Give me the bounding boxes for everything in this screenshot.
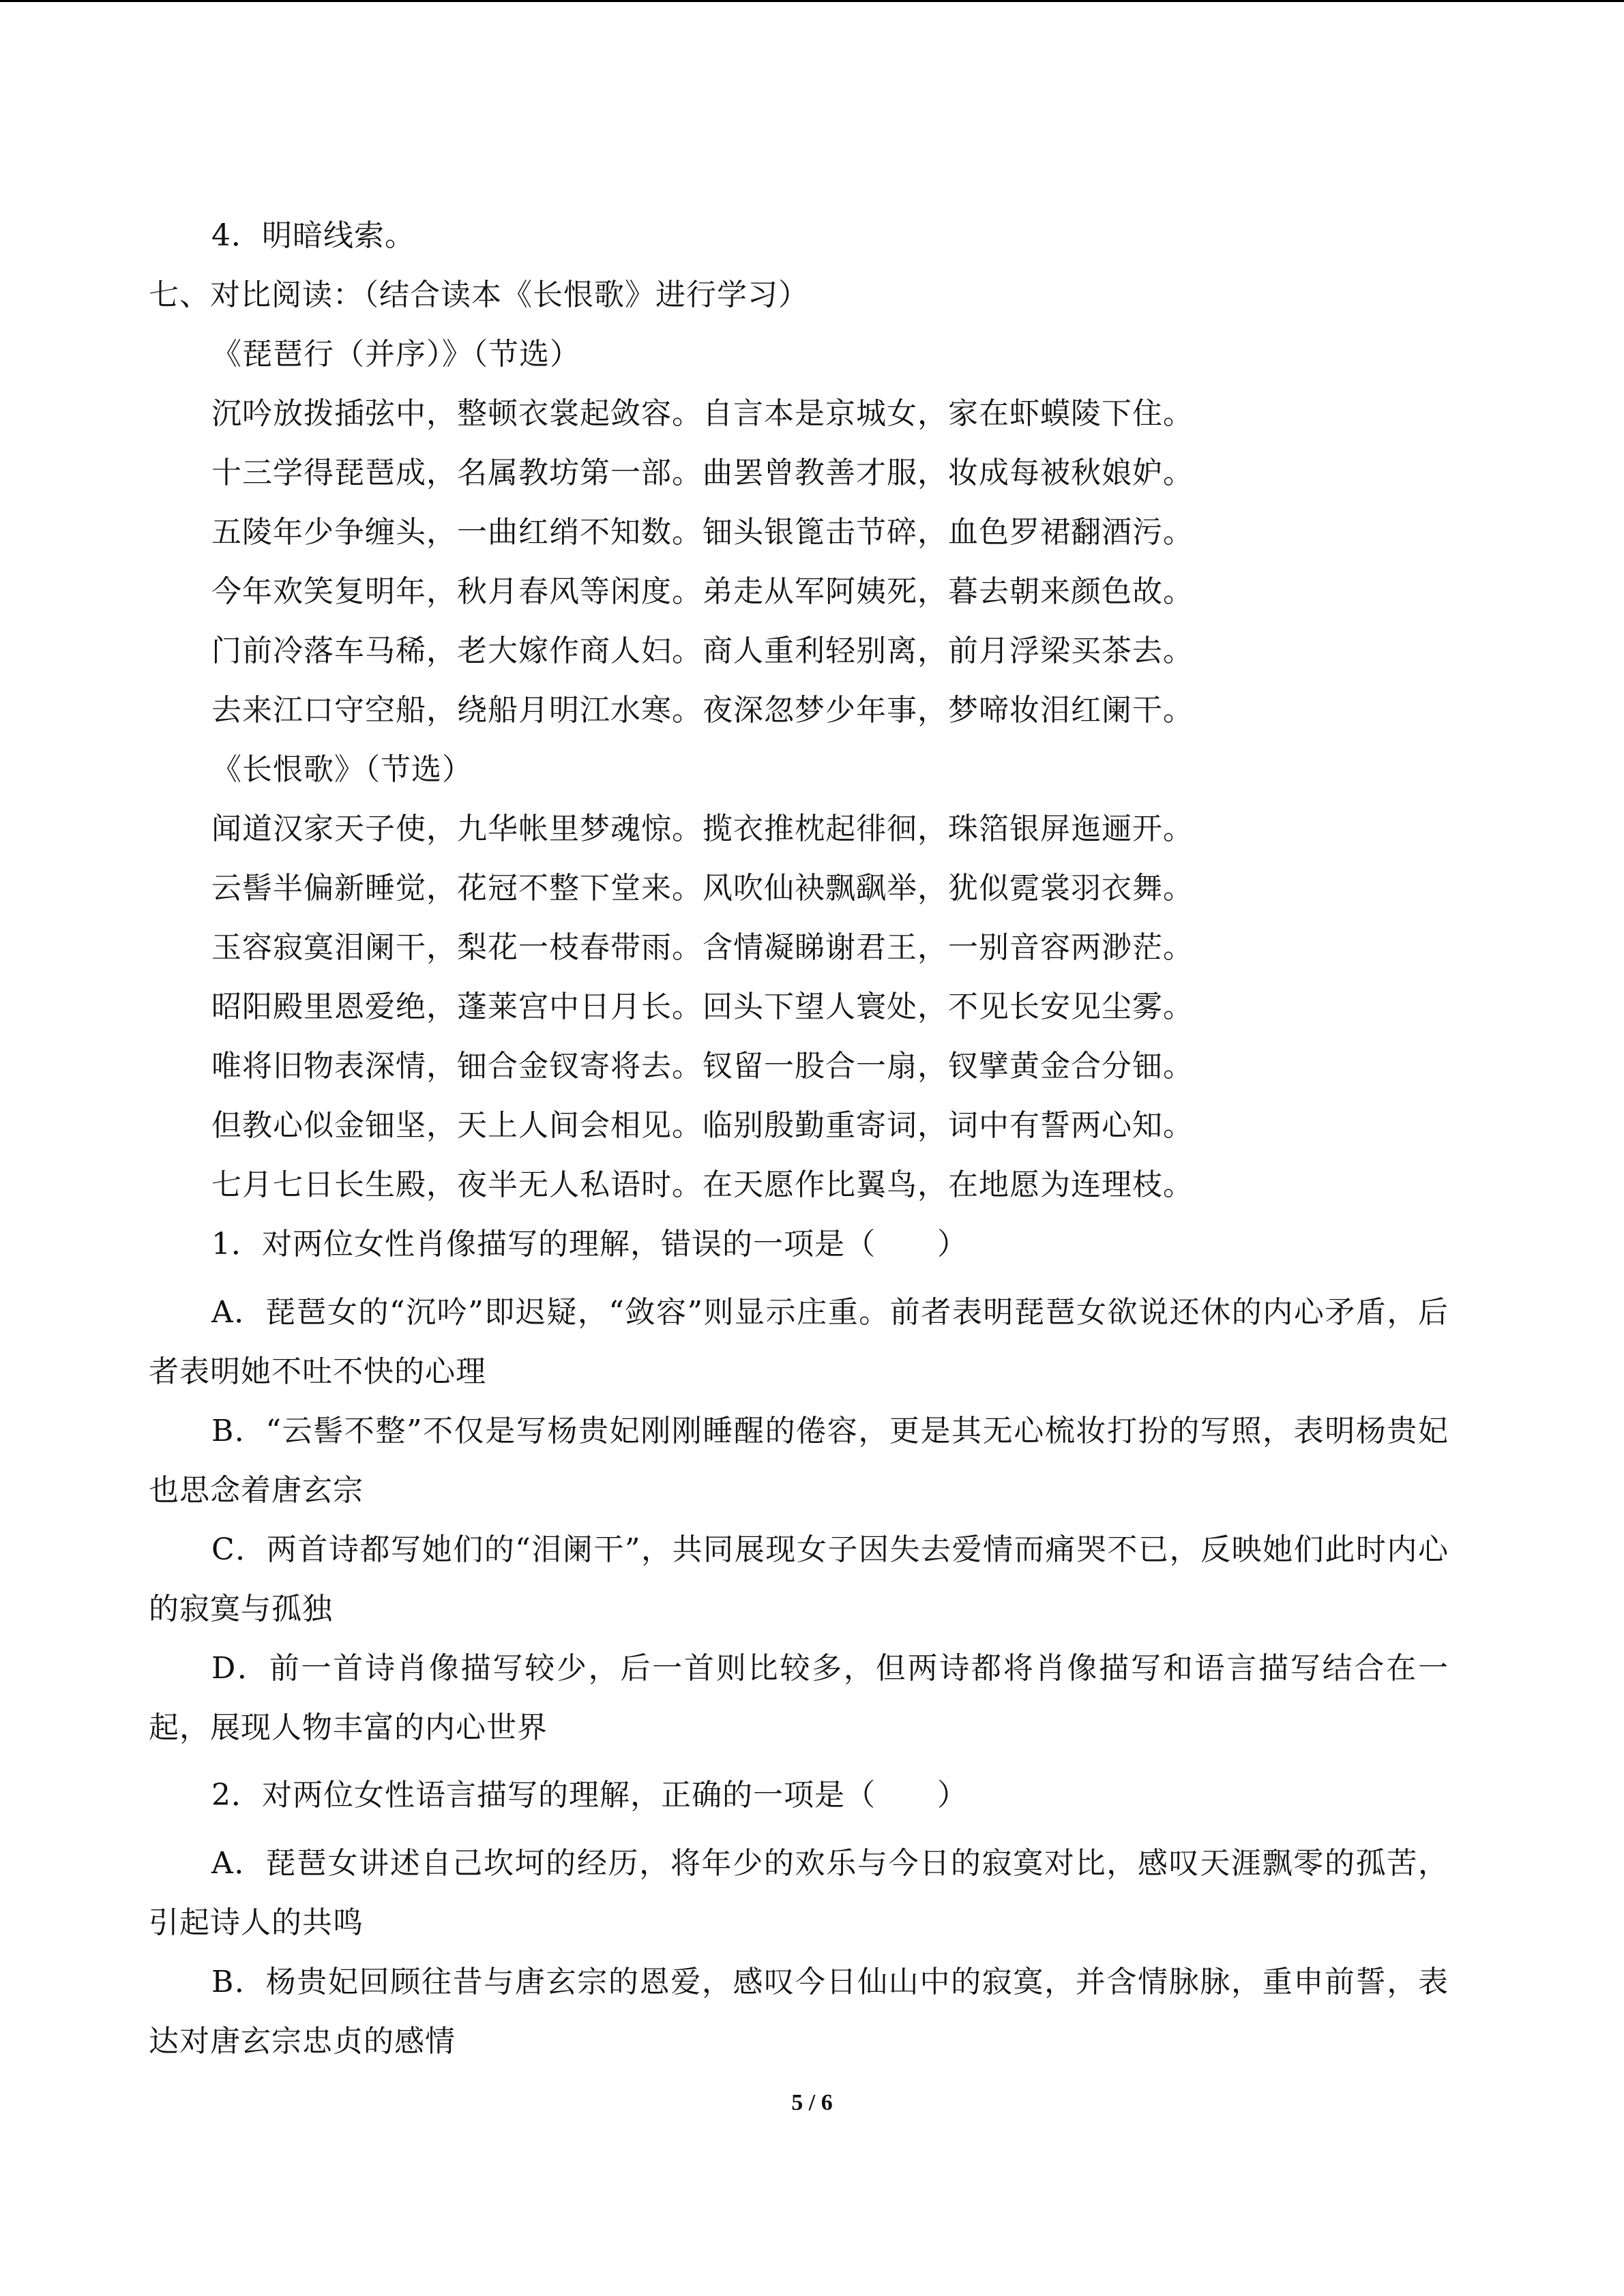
poem-line: 今年欢笑复明年，秋月春风等闲度。弟走从军阿姨死，暮去朝来颜色故。	[211, 574, 1194, 609]
question-1-stem: 1．对两位女性肖像描写的理解，错误的一项是（ ）	[211, 1227, 968, 1262]
poem-line: 沉吟放拨插弦中，整顿衣裳起敛容。自言本是京城女，家在虾蟆陵下住。	[211, 396, 1194, 431]
section-item-4: 4．明暗线索。	[211, 218, 415, 253]
page-number: 5 / 6	[791, 2090, 833, 2115]
question-2-stem: 2．对两位女性语言描写的理解，正确的一项是（ ）	[211, 1778, 968, 1813]
question-2-option-b: B．杨贵妃回顾往昔与唐玄宗的恩爱，感叹今日仙山中的寂寞，并含情脉脉，重申前誓，表达对唐玄宗忠贞的感情	[149, 1965, 1449, 2059]
question-1-option-b: B．“云髻不整”不仅是写杨贵妃刚刚睡醒的倦容，更是其无心梳妆打扮的写照，表明杨贵妃也思念着唐玄宗	[149, 1414, 1449, 1508]
question-1-option-a: A．琵琶女的“沉吟”即迟疑，“敛容”则显示庄重。前者表明琵琶女欲说还休的内心矛盾，后者表明她不吐不快的心理	[149, 1295, 1449, 1389]
poem-line: 十三学得琵琶成，名属教坊第一部。曲罢曾教善才服，妆成每被秋娘妒。	[211, 456, 1194, 490]
poem-line: 门前冷落车马稀，老大嫁作商人妇。商人重利轻别离，前月浮梁买茶去。	[211, 633, 1194, 668]
poem-line: 七月七日长生殿，夜半无人私语时。在天愿作比翼鸟，在地愿为连理枝。	[211, 1167, 1194, 1202]
poem-line: 闻道汉家天子使，九华帐里梦魂惊。揽衣推枕起徘徊，珠箔银屏迤逦开。	[211, 811, 1194, 846]
poem-line: 但教心似金钿坚，天上人间会相见。临别殷勤重寄词，词中有誓两心知。	[211, 1108, 1194, 1143]
poem-line: 五陵年少争缠头，一曲红绡不知数。钿头银篦击节碎，血色罗裙翻酒污。	[211, 515, 1194, 550]
poem-line: 唯将旧物表深情，钿合金钗寄将去。钗留一股合一扇，钗擘黄金合分钿。	[211, 1049, 1194, 1084]
question-2-option-a: A．琵琶女讲述自己坎坷的经历，将年少的欢乐与今日的寂寞对比，感叹天涯飘零的孤苦，引起诗人的共鸣	[149, 1846, 1449, 1940]
poem-line: 去来江口守空船，绕船月明江水寒。夜深忽梦少年事，梦啼妆泪红阑干。	[211, 693, 1194, 728]
poem-title-pipa: 《琵琶行（并序）》（节选）	[211, 337, 580, 372]
question-1-option-d: D．前一首诗肖像描写较少，后一首则比较多，但两诗都将肖像描写和语言描写结合在一起，展现人物丰富的内心世界	[149, 1651, 1449, 1745]
poem-line: 昭阳殿里恩爱绝，蓬莱宫中日月长。回头下望人寰处，不见长安见尘雾。	[211, 989, 1194, 1024]
poem-line: 玉容寂寞泪阑干，梨花一枝春带雨。含情凝睇谢君王，一别音容两渺茫。	[211, 930, 1194, 965]
poem-title-changhen: 《长恨歌》（节选）	[211, 752, 473, 787]
question-1-option-c: C．两首诗都写她们的“泪阑干”，共同展现女子因失去爱情而痛哭不已，反映她们此时内心的寂寞与孤独	[149, 1532, 1449, 1626]
poem-line: 云髻半偏新睡觉，花冠不整下堂来。风吹仙袂飘飖举，犹似霓裳羽衣舞。	[211, 871, 1194, 906]
section-heading-7: 七、对比阅读：（结合读本《长恨歌》进行学习）	[149, 278, 809, 312]
